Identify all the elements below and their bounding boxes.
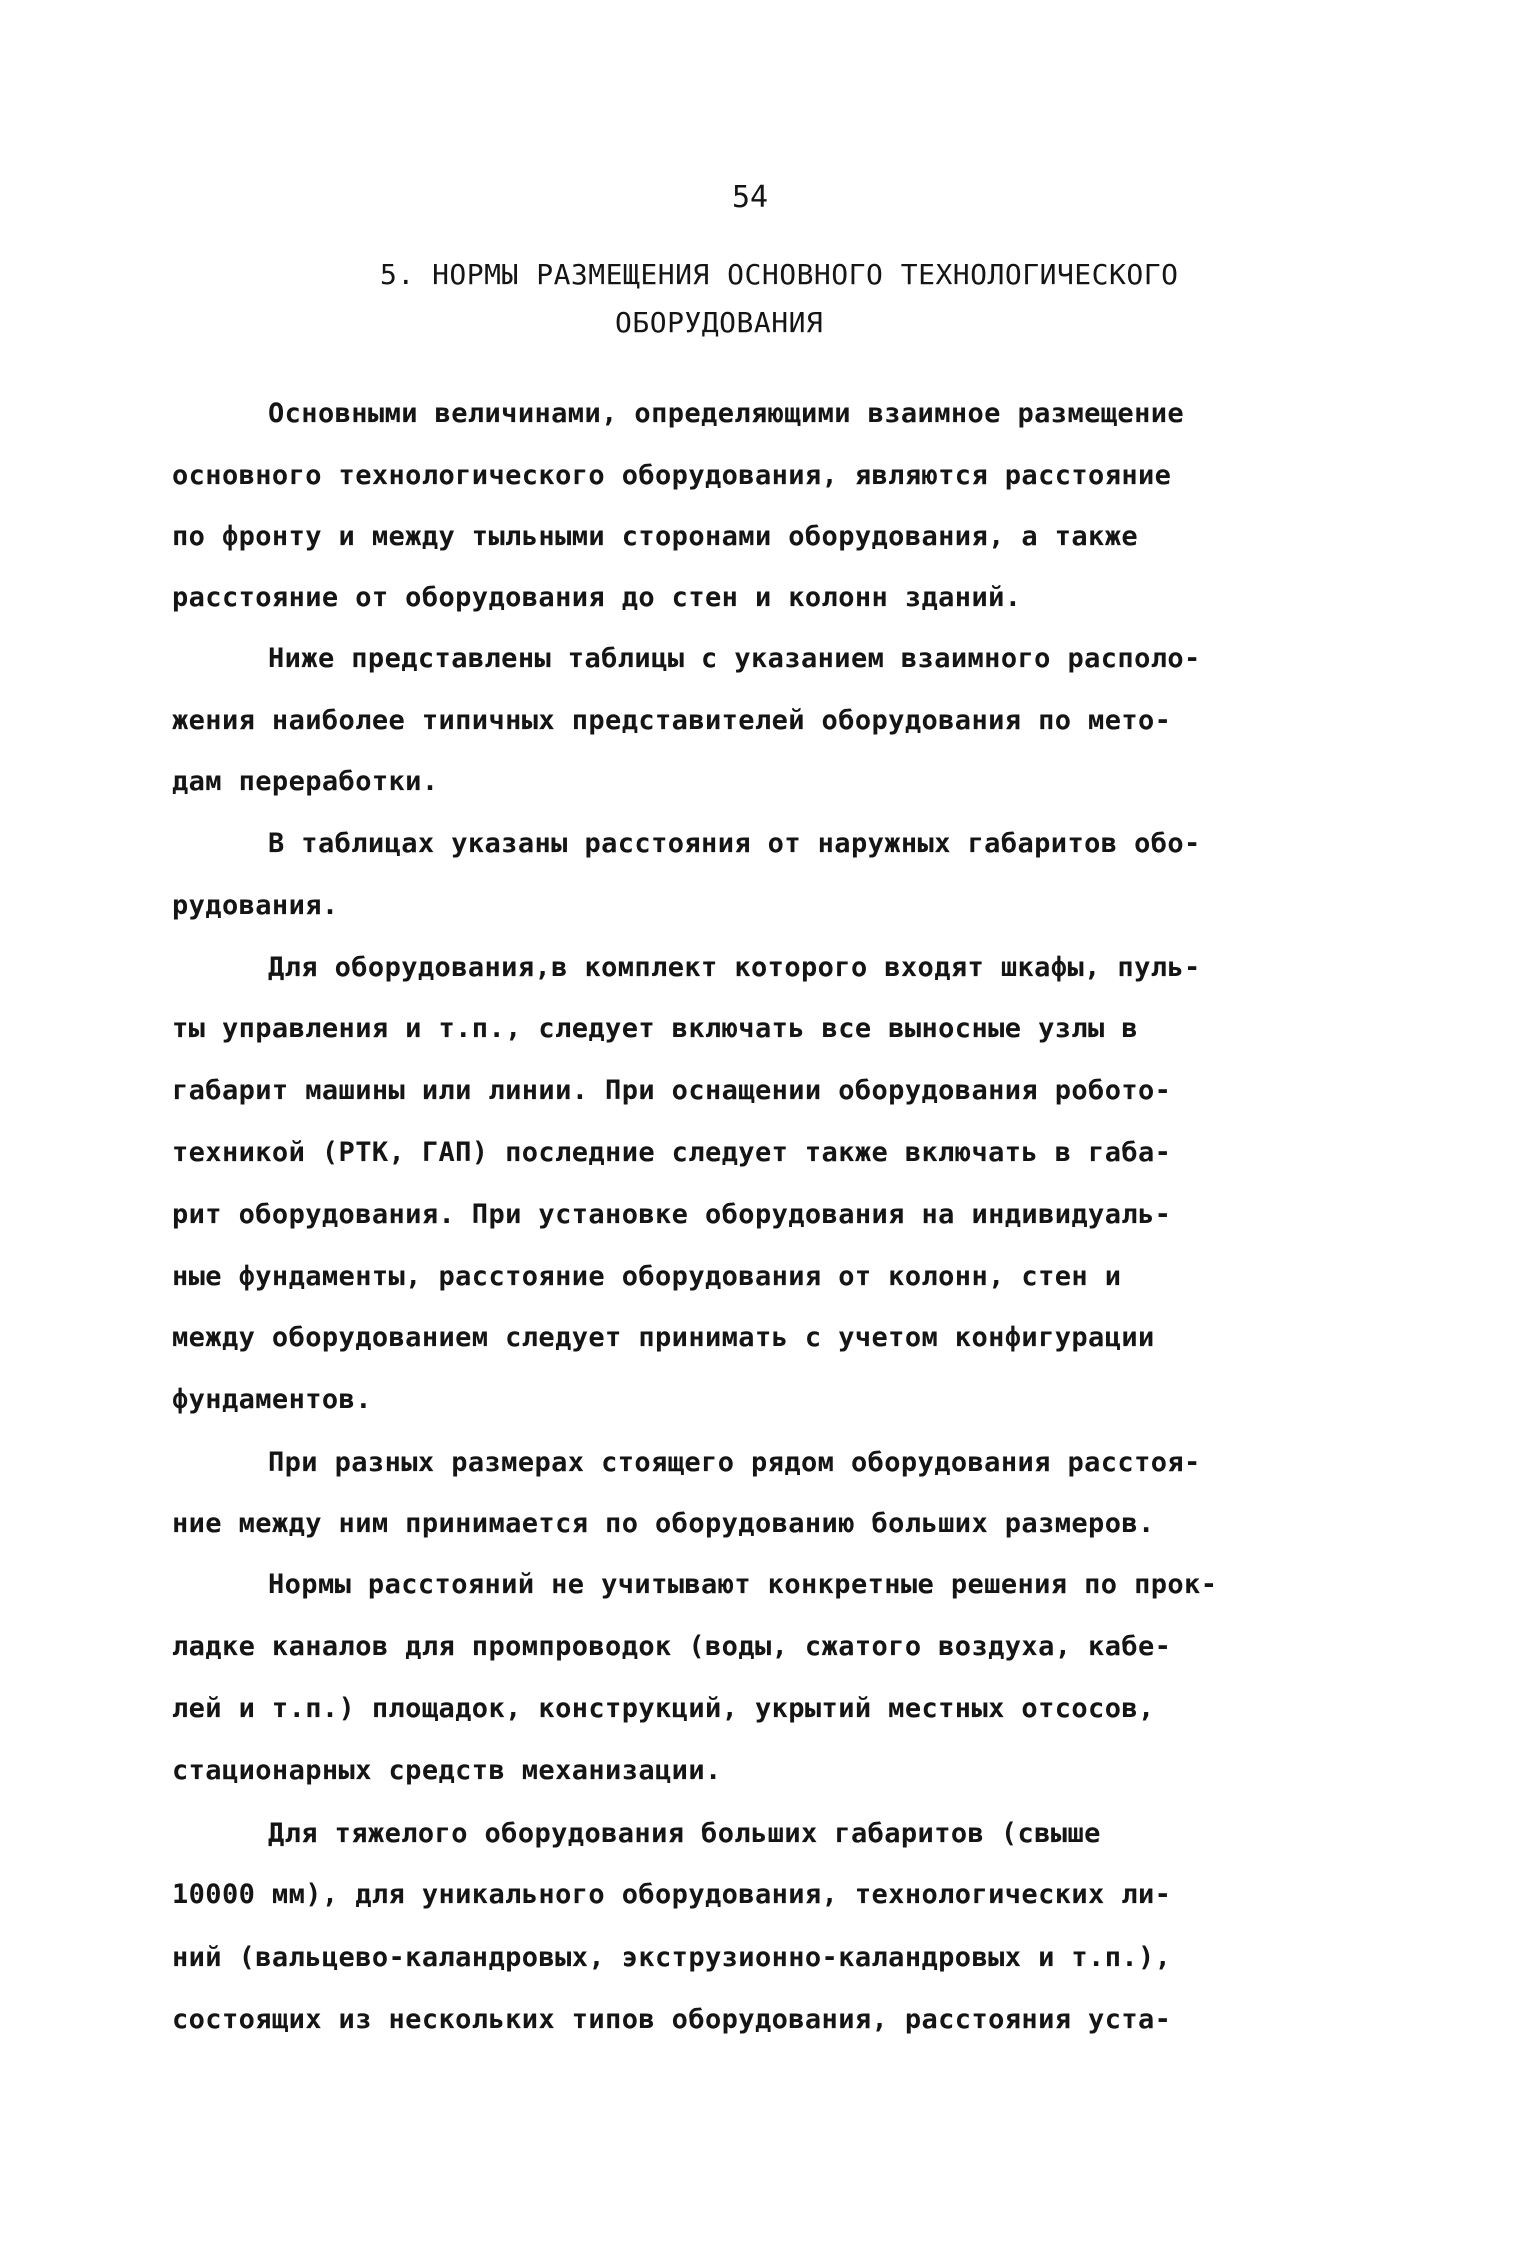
body-text-line: ние между ним принимается по оборудованию больших размеров. bbox=[172, 1508, 1155, 1539]
section-heading-line-2: ОБОРУДОВАНИЯ bbox=[615, 306, 824, 339]
body-text-line: ладке каналов для промпроводок (воды, сжатого воздуха, кабе- bbox=[172, 1631, 1172, 1662]
body-text-line: дам переработки. bbox=[172, 766, 439, 797]
body-text-line: В таблицах указаны расстояния от наружных габаритов обо- bbox=[268, 828, 1201, 859]
body-text-line: Ниже представлены таблицы с указанием взаимного располо- bbox=[268, 643, 1201, 674]
page-number: 54 bbox=[732, 180, 769, 215]
body-text-line: по фронту и между тыльными сторонами оборудования, а также bbox=[172, 521, 1139, 552]
body-text-line: рит оборудования. При установке оборудования на индивидуаль- bbox=[172, 1199, 1172, 1230]
body-text-line: ты управления и т.п., следует включать все выносные узлы в bbox=[172, 1013, 1139, 1044]
body-text-line: Для оборудования,в комплект которого входят шкафы, пуль- bbox=[268, 952, 1201, 983]
body-text-line: Нормы расстояний не учитывают конкретные решения по прок- bbox=[268, 1569, 1218, 1600]
body-text-line: При разных размерах стоящего рядом оборудования расстоя- bbox=[268, 1447, 1201, 1478]
section-heading-line-1: 5. НОРМЫ РАЗМЕЩЕНИЯ ОСНОВНОГО ТЕХНОЛОГИЧЕСКОГО bbox=[380, 258, 1179, 291]
body-text-line: состоящих из нескольких типов оборудования, расстояния уста- bbox=[172, 2004, 1172, 2035]
body-text-line: основного технологического оборудования, являются расстояние bbox=[172, 460, 1172, 491]
body-text-line: жения наиболее типичных представителей оборудования по мето- bbox=[172, 705, 1172, 736]
body-text-line: 10000 мм), для уникального оборудования, технологических ли- bbox=[172, 1879, 1172, 1910]
body-text-line: стационарных средств механизации. bbox=[172, 1755, 722, 1786]
body-text-line: ний (вальцево-каландровых, экструзионно-каландровых и т.п.), bbox=[172, 1942, 1172, 1973]
body-text-line: между оборудованием следует принимать с учетом конфигурации bbox=[172, 1322, 1155, 1353]
body-text-line: фундаментов. bbox=[172, 1384, 372, 1415]
body-text-line: техникой (РТК, ГАП) последние следует также включать в габа- bbox=[172, 1137, 1172, 1168]
body-text-line: габарит машины или линии. При оснащении оборудования робото- bbox=[172, 1075, 1172, 1106]
body-text-line: лей и т.п.) площадок, конструкций, укрытий местных отсосов, bbox=[172, 1693, 1155, 1724]
body-text-line: Для тяжелого оборудования больших габаритов (свыше bbox=[268, 1818, 1101, 1849]
body-text-line: рудования. bbox=[172, 890, 339, 921]
body-text-line: Основными величинами, определяющими взаимное размещение bbox=[268, 398, 1185, 429]
body-text-line: расстояние от оборудования до стен и колонн зданий. bbox=[172, 582, 1022, 613]
body-text-line: ные фундаменты, расстояние оборудования от колонн, стен и bbox=[172, 1261, 1122, 1292]
